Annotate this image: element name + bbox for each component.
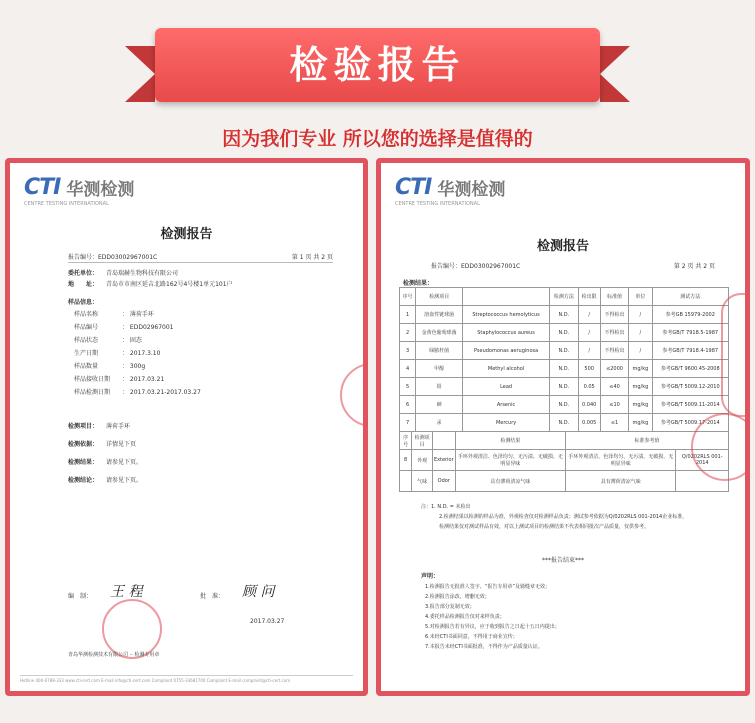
left-report-no: 报告编号：EDD03002967001C (68, 254, 158, 261)
table-cell: Staphylococcus aureus (463, 324, 550, 342)
table-cell: / (629, 342, 652, 360)
table-cell: N.D. (550, 324, 578, 342)
table-cell: ≤40 (600, 378, 628, 396)
statement-line: 1.检测报告无批准人签字、“报告专用章”及骑缝章无效； (425, 584, 550, 590)
table-cell: Mercury (463, 414, 550, 432)
remark-value: 请参见下页。 (106, 477, 143, 484)
header-banner (0, 0, 755, 170)
info-value: ： EDD02967001 (122, 324, 174, 331)
editor-label: 编 制： (68, 593, 93, 600)
table-cell: N.D. (550, 306, 578, 324)
right-doc-title: 检测报告 (536, 239, 589, 254)
info-label: 样品编号 (74, 324, 99, 331)
table-cell: 0.040 (578, 396, 600, 414)
table-cell: / (629, 324, 652, 342)
table-row (400, 471, 729, 492)
right-report-page (381, 163, 745, 691)
logo-brand: CTI (24, 175, 61, 200)
table-cell: 砷 (416, 396, 463, 414)
table-cell: 不得检出 (600, 342, 628, 360)
table-cell: 0.005 (578, 414, 600, 432)
info-value: ： 2017.03.21-2017.03.27 (122, 389, 201, 396)
table-cell: 4 (400, 360, 416, 378)
logo-cn-name: 华测检测 (66, 180, 135, 200)
table-cell: 具有薄荷清凉气味 (455, 471, 565, 492)
table-cell: Exterior (432, 450, 455, 471)
table-cell: 外观 (412, 450, 433, 471)
test-basis-label: 检测依据： (68, 441, 99, 448)
statement-line: 2.检测报告涂改、增删无效； (425, 594, 490, 600)
table-header-cell: 检测项目 (416, 288, 463, 306)
info-label: 样品检测日期 (74, 389, 111, 396)
company-footer: 青岛华测检测技术有限公司 ·· 检测专用章 (68, 652, 160, 658)
table-cell: N.D. (550, 396, 578, 414)
end-of-report: ***报告结束*** (541, 557, 584, 564)
table-cell: 溶血性链球菌 (416, 306, 463, 324)
table-cell: N.D. (550, 414, 578, 432)
result-value: 请参见下页。 (106, 459, 143, 466)
info-value: ： 薄荷手环 (122, 311, 154, 318)
table-row (400, 396, 729, 414)
table-row (400, 342, 729, 360)
table-cell (400, 471, 412, 492)
table-cell: Arsenic (463, 396, 550, 414)
info-label: 样品数量 (74, 363, 99, 370)
info-label: 样品接收日期 (74, 376, 111, 383)
right-result-label: 检测结果： (403, 280, 434, 287)
test-basis-value: 详情见下页 (106, 441, 137, 448)
table-cell: 0.05 (578, 378, 600, 396)
approver-label: 批 准： (200, 593, 225, 600)
seal-stamp-edge (340, 363, 363, 427)
table-cell: 8 (400, 450, 412, 471)
note-line: 检测结果仅对测试样品有效，对以上测试项目的检测结果不代表相同批次产品质量，仅供参考。 (439, 524, 650, 530)
info-value: ： 2017.3.10 (122, 350, 161, 357)
cti-logo (395, 175, 505, 200)
table-cell: N.D. (550, 378, 578, 396)
table-cell: 汞 (416, 414, 463, 432)
sample-label: 样品信息： (68, 299, 99, 306)
table-row (400, 324, 729, 342)
company-seal (102, 599, 162, 659)
table-cell: 气味 (412, 471, 433, 492)
right-report-frame (376, 158, 750, 696)
table-cell: Lead (463, 378, 550, 396)
table-cell: 具有薄荷清凉气味 (566, 471, 676, 492)
table-row (400, 360, 729, 378)
info-value: ： 2017.03.21 (122, 376, 165, 383)
test-item-value: 薄荷手环 (106, 423, 131, 430)
table-cell: ≤1 (600, 414, 628, 432)
cti-logo (24, 175, 134, 200)
table-cell: 3 (400, 342, 416, 360)
table-cell: 铅 (416, 378, 463, 396)
info-label: 样品名称 (74, 311, 99, 318)
approver-signature: 顾 问 (242, 584, 275, 600)
table-cell: 500 (578, 360, 600, 378)
statement-line: 7.本报告未经CTI书面批准，不得作为产品质量认证。 (425, 644, 543, 650)
table-cell: 2 (400, 324, 416, 342)
statement-line: 6.未经CTI书面同意，不得用于商业宣传； (425, 634, 518, 640)
overlap-seal (721, 293, 745, 417)
remark-label: 检测结论： (68, 477, 99, 484)
table-cell: 参考GB 15979-2002 (652, 306, 729, 324)
table-row (400, 450, 729, 471)
right-page-no: 第 2 页 共 2 页 (673, 263, 715, 270)
table-cell: mg/kg (629, 360, 652, 378)
table-cell: N.D. (550, 342, 578, 360)
logo-cn-name: 华测检测 (437, 180, 506, 200)
info-label: 生产日期 (74, 350, 99, 357)
client-label: 委托单位： (68, 270, 99, 277)
table-cell: ≤2000 (600, 360, 628, 378)
table-cell: / (578, 324, 600, 342)
table-row (400, 414, 729, 432)
table-row (400, 306, 729, 324)
statement-title: 声明： (421, 573, 440, 580)
table-cell: / (578, 342, 600, 360)
ribbon-tail-right (600, 46, 630, 102)
table-header-cell: 标准参考值 (566, 432, 729, 450)
address-label: 地 址： (68, 281, 99, 288)
table-header-cell: 序号 (400, 432, 412, 450)
client-value: 青岛瑞赫生物科技有限公司 (106, 270, 179, 277)
table-cell: / (629, 306, 652, 324)
table-header-cell: 检测方法 (550, 288, 578, 306)
note-line: 注：1. N.D. = 未检出 (421, 504, 471, 510)
table-cell: 1 (400, 306, 416, 324)
table-row (400, 378, 729, 396)
table-header-cell: 测试方法 (652, 288, 729, 306)
table-cell: 参考GB/T 7918.5-1987 (652, 324, 729, 342)
info-value: ： 固态 (122, 337, 142, 344)
ribbon-tail-left (125, 46, 155, 102)
info-label: 样品状态 (74, 337, 99, 344)
table-header-cell: 标准值 (600, 288, 628, 306)
table-cell: 参考GB/T 5009.11-2014 (652, 396, 729, 414)
table-header-cell: 序号 (400, 288, 416, 306)
table-cell: 参考GB/T 5009.17-2014 (652, 414, 729, 432)
table-cell: Pseudomonas aeruginosa (463, 342, 550, 360)
table-cell: 金黄色葡萄球菌 (416, 324, 463, 342)
banner-subtitle: 因为我们专业 所以您的选择是值得的 (222, 128, 533, 150)
table-cell: 参考GB/T 7918.4-1987 (652, 342, 729, 360)
table-cell: 参考GB/T 9600.45-2008 (652, 360, 729, 378)
table-cell: / (578, 306, 600, 324)
table-cell: 手环外观清洁、色泽均匀、无污渍、无破损、无明显异味 (566, 450, 676, 471)
left-doc-title: 检测报告 (160, 227, 213, 242)
table-cell: mg/kg (629, 378, 652, 396)
info-value: ： 300g (122, 363, 146, 370)
left-report-page (10, 163, 363, 691)
editor-signature: 王 程 (110, 584, 143, 600)
table-cell: 参考GB/T 5009.12-2010 (652, 378, 729, 396)
result-label: 检测结果： (68, 459, 99, 466)
table-header-cell: 检测结果 (455, 432, 565, 450)
table-cell: 不得检出 (600, 324, 628, 342)
table-header-cell: 单位 (629, 288, 652, 306)
table-cell: Q/0202RLS 001-2014 (676, 450, 729, 471)
table-cell: 7 (400, 414, 416, 432)
banner-title: 检验报告 (289, 43, 466, 87)
right-report-no: 报告编号：EDD03002967001C (431, 263, 521, 270)
table-cell: 手环外观清洁、色泽均匀、无污渍、无破损、无明显异味 (455, 450, 565, 471)
left-page-no: 第 1 页 共 2 页 (291, 254, 333, 261)
table-header-cell: 检测项目 (412, 432, 433, 450)
table-cell: 甲醇 (416, 360, 463, 378)
statement-line: 4.委托样品检测报告仅对来样负责； (425, 614, 505, 620)
statement-line: 3.报告部分复制无效； (425, 604, 475, 610)
report-date: 2017.03.27 (250, 618, 285, 625)
table-cell: Methyl alcohol (463, 360, 550, 378)
table-cell: Streptococcus hemolyticus (463, 306, 550, 324)
table-cell: Odor (432, 471, 455, 492)
left-footer: Hotline 400-6788-333 www.cti-cert.com E-mail info@cti-cert.com Complaint 0755-33681700 Complaint E-mail complaint@cti-cert.com (20, 675, 353, 683)
table-header-row (400, 432, 729, 450)
logo-en-name: CENTRE TESTING INTERNATIONAL (24, 201, 109, 207)
logo-brand: CTI (395, 175, 432, 200)
table-cell: 绿脓杆菌 (416, 342, 463, 360)
table-cell: N.D. (550, 360, 578, 378)
table-cell: 5 (400, 378, 416, 396)
table-header-row (400, 288, 729, 306)
left-report-frame (5, 158, 368, 696)
table-cell: mg/kg (629, 396, 652, 414)
note-line: 2.检测结果以检测的样品为准，外观检查仅对检测样品负责；测试参考依据为Q/0202RLS 001-2014企业标准， (439, 514, 688, 520)
results-table (399, 287, 729, 432)
address-value: 青岛市市南区延吉北路162号4号楼1单元101户 (106, 281, 233, 288)
table-header-cell (463, 288, 550, 306)
statement-line: 5.对检测报告若有异议，应于收到报告之日起十五日内提出； (425, 624, 560, 630)
table-cell: mg/kg (629, 414, 652, 432)
table-cell: ≤10 (600, 396, 628, 414)
table-cell: 6 (400, 396, 416, 414)
divider (68, 262, 333, 263)
table-cell: 不得检出 (600, 306, 628, 324)
test-item-label: 检测项目： (68, 423, 99, 430)
logo-en-name: CENTRE TESTING INTERNATIONAL (395, 201, 480, 207)
table-header-cell (432, 432, 455, 450)
table-header-cell: 检出限 (578, 288, 600, 306)
appearance-table (399, 431, 729, 492)
